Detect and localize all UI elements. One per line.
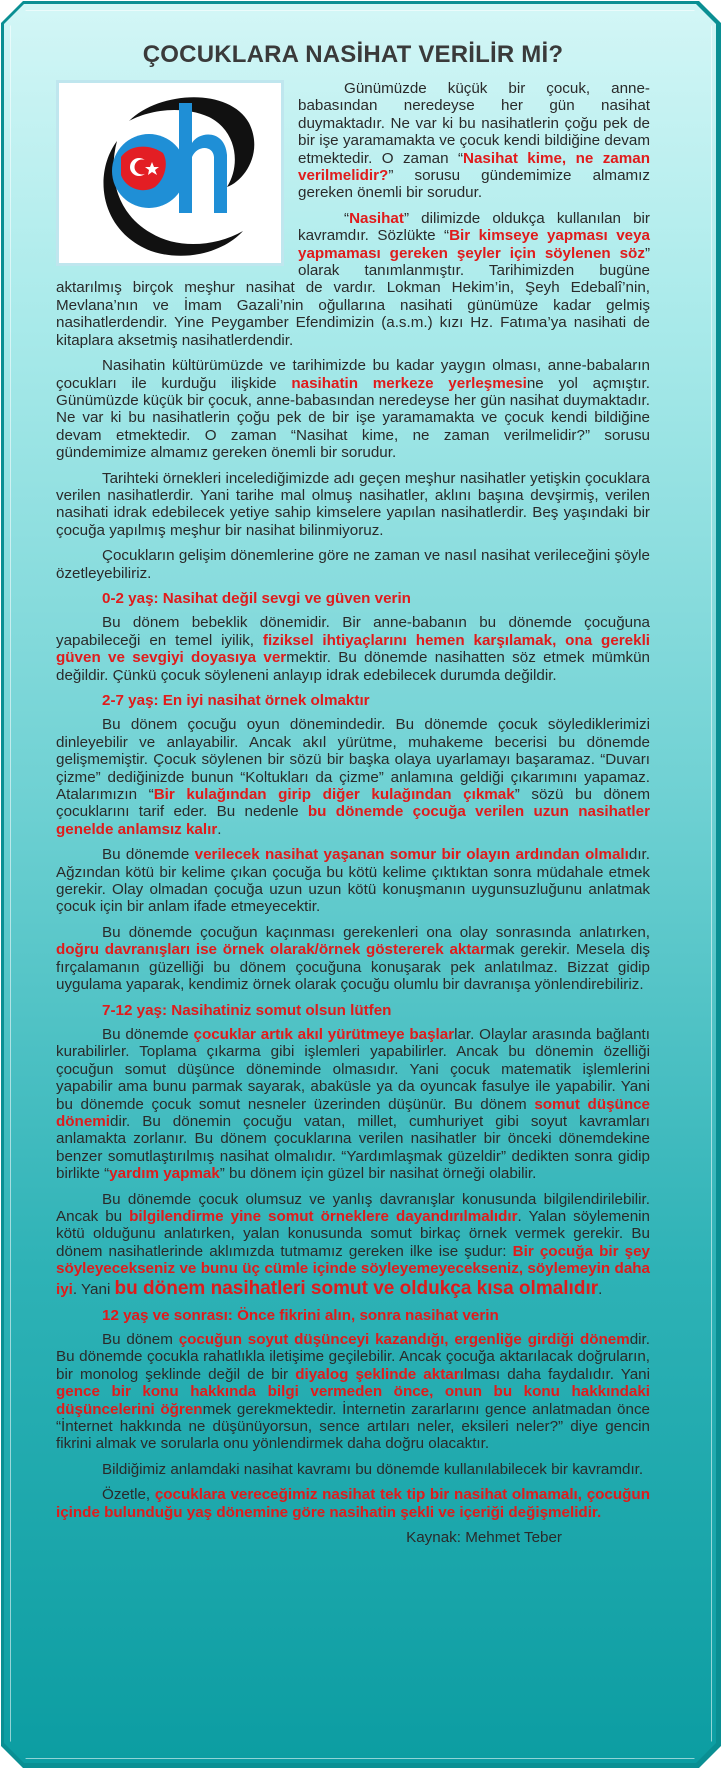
culture-paragraph: Nasihatin kültürümüzde ve tarihimizde bu kadar yaygın olması, anne-babaların çocukları ile kurduğu ilişkide nasihatin merkeze yerleşmesine yol açmıştır. Günümüzde küçük bir çocuk, anne-babasından neredeyse her gün nasihat duymaktadır. Ne var ki bu nasihatlerin çoğu pek de bir işe yaramamakta ve çocuk kendi bildiğine devam etmektedir. O zaman “Nasihat kime, ne zaman verilmelidir?” sorusu gündemimize almamız gereken önemli bir sorudur. bbox=[56, 357, 651, 462]
page-title: ÇOCUKLARA NASİHAT VERİLİR Mİ? bbox=[142, 41, 564, 68]
section-heading-0-2: 0-2 yaş: Nasihat değil sevgi ve güven verin bbox=[102, 589, 411, 607]
section-heading-7-12: 7-12 yaş: Nasihatiniz somut olsun lütfen bbox=[102, 1001, 392, 1019]
conclusion-paragraph: Özetle, çocuklara vereceğimiz nasihat tek tip bir nasihat olmamalı, çocuğun içinde bulunduğu yaş dönemine göre nasihatin şekli ve içeriği değişmelidir. bbox=[56, 1486, 650, 1521]
section-heading-2-7: 2-7 yaş: En iyi nasihat örnek olmaktır bbox=[102, 692, 370, 709]
section-2-7-paragraph-2: Bu dönemde verilecek nasihat yaşanan somur bir olayın ardından olmalıdır. Ağzından kötü bir kelime çıkan çocuğa bu kötü kelime çıktıktan sonra müdahale etmek gerekir. Olay olmadan çocuğa uzun uzun kötü konuşmanın uygunsuzluğunu anlatmak çocuk için bir anlam ifade etmeyecektir. bbox=[56, 846, 650, 916]
history-paragraph: Tarihteki örnekleri incelediğimizde adı geçen meşhur nasihatler yetişkin çocuklara verilen nasihatlerdir. Yani tarihe mal olmuş nasihatler, aklını başına devşirmiş, verilen nasihati idrak edebilecek yetiye sahip kimselere yapılan nasihatlerdir. Beş yaşındaki bir çocuğa yapılmış meşhur bir nasihat bilinmiyoruz. bbox=[56, 469, 650, 539]
section-7-12-paragraph-2: Bu dönemde çocuk olumsuz ve yanlış davranışlar konusunda bilgilendirilebilir. Ancak bu bilgilendirme yine somut örneklere dayandırılmalıdır. Yalan söylemenin kötü olduğunu anlatırken, yalan konusunda somut birkaç örnek vermek gerekir. Bu dönem nasihatlerinde aklımızda tutmamız gereken ilke ise şudur: Bir çocuğa bir şey söyleyecekseniz ve bunu üç cümle içinde söyleyemeyecekseniz, söylemeyin daha iyi. Yani bu dönem nasihatleri somut ve oldukça kısa olmalıdır. bbox=[56, 1190, 651, 1299]
logo bbox=[56, 80, 284, 266]
section-0-2-paragraph: Bu dönem bebeklik dönemidir. Bir anne-babanın bu dönemde çocuğuna yapabileceği en temel iyilik, fiziksel ihtiyaçlarını hemen karşılamak, ona gerekli güven ve sevgiyi doyasıya vermektir. Bu dönemde nasihatten söz etmek mümkün değildir. Çünkü çocuk söyleneni anlayıp idrak edebilecek durumda değildir. bbox=[56, 614, 651, 684]
section-12-plus-paragraph-1: Bu dönem çocuğun soyut düşünceyi kazandığı, ergenliğe girdiği dönemdir. Bu dönemde çocukla rahatlıkla iletişime geçilebilir. Ancak çocuğa aktarılacak doğruların, bir monolog şeklinde değil de bir diyalog şeklinde aktarılması daha faydalıdır. Yani gence bir konu hakkında bilgi vermeden önce, onun bu konu hakkındaki düşüncelerini öğrenmek gerekmektedir. İnternetin zararlarını gence anlatmadan önce “İnternet hakkında ne düşünüyorsun, sence artıları neler, eksileri neler?” diye gencin fikrini almak ve sorularla onu yönlendirmek daha doğru olacaktır. bbox=[56, 1331, 650, 1453]
section-12-plus-paragraph-2: Bildiğimiz anlamdaki nasihat kavramı bu dönemde kullanılabilecek bir kavramdır. bbox=[102, 1460, 644, 1478]
article bbox=[56, 40, 650, 1546]
section-heading-12-plus: 12 yaş ve sonrası: Önce fikrini alın, sonra nasihat verin bbox=[102, 1306, 499, 1324]
intro-paragraph: Günümüzde küçük bir çocuk, anne-babasından neredeyse her gün nasihat duymaktadır. Ne var ki bu nasihatlerin çoğu pek de bir işe yaramamakta ve çocuk kendi bildiğine devam etmektedir. O zaman “Nasihat kime, ne zaman verilmelidir?” sorusu gündemimize almamız gereken önemli bir sorudur. bbox=[298, 80, 650, 202]
section-2-7-paragraph-1: Bu dönem çocuğu oyun dönemindedir. Bu dönemde çocuk söylediklerimizi dinleyebilir ve anlayabilir. Ancak akıl yürütme, muhakeme becerisi bu dönemde gelişmemiştir. Çocuk söylenen bir sözü bir başka olaya uyarlamayı başaramaz. “Duvarı çizme” dediğinizde bunun “Koltukları da çizme” anlamına geldiği çıkarımını yapamaz. Atalarımızın “Bir kulağından girip diğer kulağından çıkmak” sözü bu dönem çocuklarını tarif eder. Bu nedenle bu dönemde çocuğa verilen uzun nasihatler genelde anlamsız kalır. bbox=[56, 716, 651, 838]
section-2-7-paragraph-3: Bu dönemde çocuğun kaçınması gerekenleri ona olay sonrasında anlatırken, doğru davranışları ise örnek olarak/örnek göstererek aktarmak gerekir. Mesela diş fırçalamanın güzelliği bu dönem çocuğuna konuşarak pek anlatılmaz. Bizzat gidip uygulama yaparak, kendimiz örnek olarak çocuğu olumlu bir davranışa yönlendirebiliriz. bbox=[56, 923, 651, 994]
source-credit: Kaynak: Mehmet Teber bbox=[406, 1529, 562, 1547]
dh-logo-icon bbox=[59, 83, 281, 263]
section-7-12-paragraph-1: Bu dönemde çocuklar artık akıl yürütmeye başlarlar. Olaylar arasında bağlantı kurabilirler. Toplama çıkarma gibi işlemleri yapabilirler. Ancak bu dönemin özelliği çocuğun somut düşünce döneminde olmasıdır. Yani çocuk matematik işlemlerini yapabilir ama bunu parmak sayarak, abaküsle ya da oyuncak fasulye ile yapabilir. Yani bu dönemde çocuk somut nesneler üzerinden düşünür. Bu dönem somut düşünce dönemidir. Bu dönemin çocuğu vatan, millet, cumhuriyet gibi soyut kavramları anlamakta zorlanır. Bu dönem çocuklarına verilen nasihatler bir önceki dönemdekine benzer somutlaştırılmış nasihat olmalıdır. “Yardımlaşmak güzeldir” dedikten sonra gidip birlikte “yardım yapmak” bu dönem için güzel bir nasihat örneği olabilir. bbox=[56, 1025, 650, 1183]
summary-intro-paragraph: Çocukların gelişim dönemlerine göre ne zaman ve nasıl nasihat verileceğini şöyle özetleyebiliriz. bbox=[56, 547, 650, 582]
definition-paragraph: “Nasihat” dilimizde oldukça kullanılan bir kavramdır. Sözlükte “Bir kimseye yapması veya yapmaması gereken şeyler için söylenen söz” olarak tanımlanmıştır. Tarihimizden bugüne aktarılmış birçok meşhur nasihat de vardır. Lokman Hekim’in, Şeyh Edebalî’nin, Mevlana’nın ve İmam Gazali’nin oğullarına nasihati günümüze kadar gelmiş nasihatlerdendir. Yine Peygamber Efendimizin (a.s.m.) kızı Hz. Fatıma’ya nasihati de kitaplara aksetmiş nasihatlerdendir. bbox=[56, 209, 650, 349]
